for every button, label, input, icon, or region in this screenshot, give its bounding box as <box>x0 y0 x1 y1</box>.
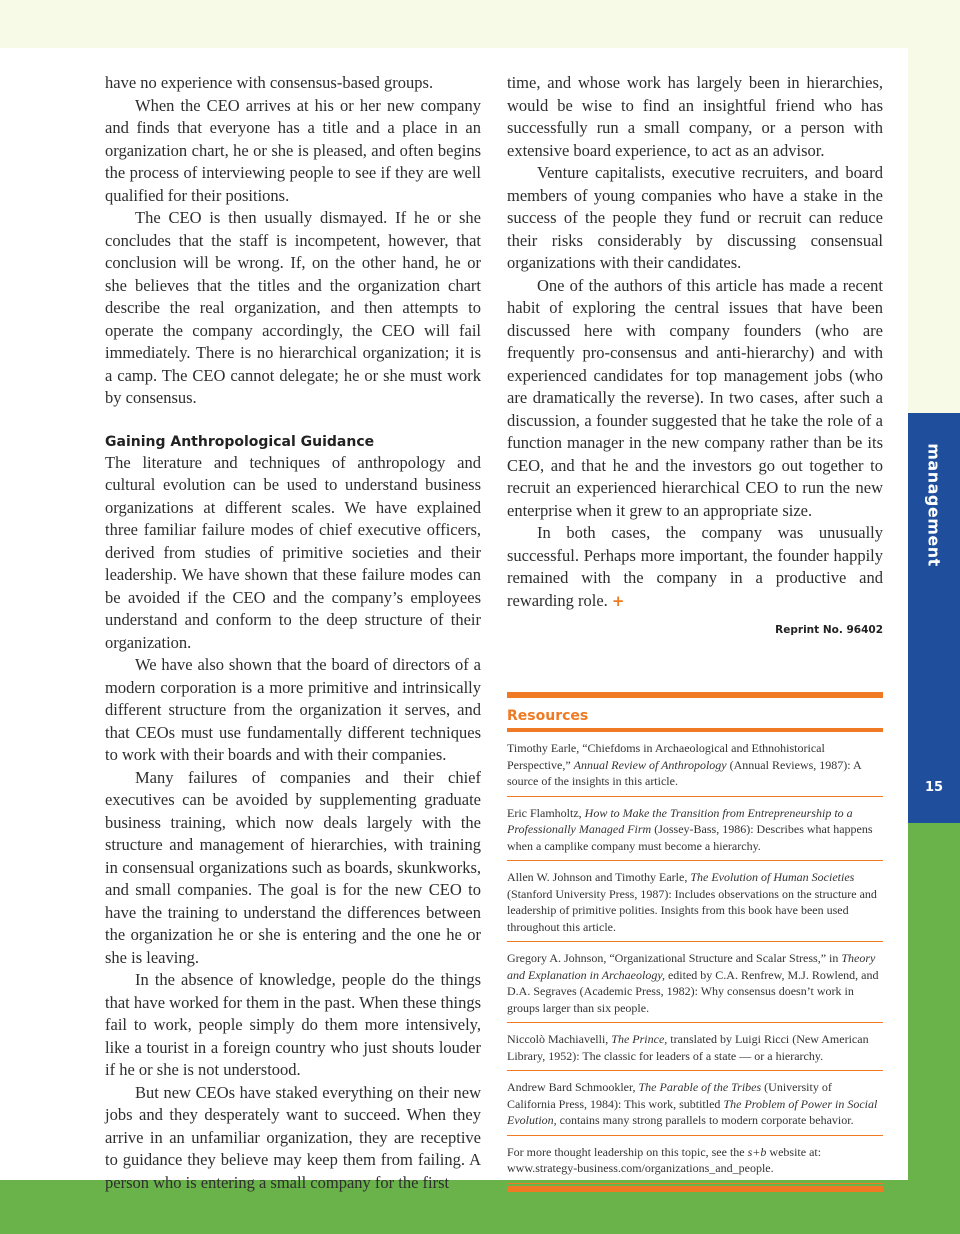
right-column <box>507 72 883 638</box>
paragraph: time, and whose work has largely been in hierarchies, would be wise to find an insightful friend who has successfully run a small company, or a person with extensive board experience, to act as an advisor. <box>507 73 883 160</box>
resource-item: Gregory A. Johnson, “Organizational Structure and Scalar Stress,” in Theory and Explanation in Archaeology, edited by C.A. Renfrew, M.J. Rowlend, and D.A. Segraves (Academic Press, 1982): Why consensus doesn’t work in groups larger than six people. <box>507 942 883 1023</box>
paragraph: Many failures of companies and their chief executives can be avoided by supplementing graduate business training, which now deals largely with the structure and management of hierarchies, with training in consensual organizations such as boards, skunkworks, and small companies. The goal is for the new CEO to have the training to understand the differences between the organization he or she is entering and the one he or she is leaving. <box>105 767 481 967</box>
paragraph: have no experience with consensus-based groups. <box>105 73 434 92</box>
resource-item: Eric Flamholtz, How to Make the Transition from Entrepreneurship to a Professionally Managed Firm (Jossey-Bass, 1986): Describes what happens when a camplike company must become a hierarchy. <box>507 797 883 862</box>
paragraph: The literature and techniques of anthropology and cultural evolution can be used to understand business organizations at different scales. We have explained three familiar failure modes of chief executive officers, derived from studies of primitive societies and their leadership. We have shown that these failure modes can be avoided if the CEO and the company’s employees understand and conform to the deep structure of their organization. <box>105 452 481 652</box>
paragraph: One of the authors of this article has made a recent habit of exploring the central issues that have been discussed here with company founders (who are frequently pro-consensus and anti-hierarchy) and with experienced candidates for top management jobs (who are dramatically the reverse). In two cases, after such a discussion, a founder suggested that he take the role of a function manager in the new company rather than be its CEO, and that he and the investors go out together to recruit an experienced hierarchical CEO to run the new enterprise when it grew to an appropriate size. <box>507 275 883 520</box>
paragraph: The CEO is then usually dismayed. If he or she concludes that the staff is incompetent, however, that conclusion will be wrong. If, on the other hand, he or she believes that the titles and the organization chart describe the real organization, and then attempts to operate the company accordingly, the CEO will fail immediately. There is no hierarchical organization; it is a camp. The CEO cannot delegate; he or she must work by consensus. <box>105 208 481 407</box>
resource-item: Timothy Earle, “Chiefdoms in Archaeological and Ethnohistorical Perspective,” Annual Review of Anthropology (Annual Reviews, 1987): A source of the insights in this article. <box>507 732 883 797</box>
section-heading: Gaining Anthropological Guidance <box>105 433 375 450</box>
resources-bottom-bar <box>507 1186 883 1192</box>
paragraph: In the absence of knowledge, people do the things that have worked for them in the past. When these things fail to work, people simply do them more intensively, like a tourist in a foreign country who just shouts louder if he or she is not understood. <box>105 970 481 1079</box>
resource-item: Niccolò Machiavelli, The Prince, translated by Luigi Ricci (New American Library, 1952): The classic for leaders of a state — or a hierarchy. <box>507 1023 883 1071</box>
left-column <box>105 72 481 1194</box>
paragraph: When the CEO arrives at his or her new company and finds that everyone has a title and a place in an organization chart, he or she is pleased, and often begins the process of interviewing people to see if they are well qualified for their positions. <box>105 95 481 205</box>
reprint-number: Reprint No. 96402 <box>775 624 883 636</box>
section-label: management <box>924 443 944 567</box>
resource-item-link[interactable]: For more thought leadership on this topic, see the s+b website at: www.strategy-business.com/organizations_and_people. <box>507 1136 883 1184</box>
resources-box <box>507 692 883 1192</box>
end-mark-icon: + <box>611 591 625 610</box>
resource-item: Andrew Bard Schmookler, The Parable of the Tribes (University of California Press, 1984): This work, subtitled The Problem of Power in Social Evolution, contains many strong parallels to modern corporate behavior. <box>507 1071 883 1136</box>
resource-item: Allen W. Johnson and Timothy Earle, The Evolution of Human Societies (Stanford University Press, 1987): Includes observations on the structure and leadership of primitive polities. Insights from this book have been used throughout this article. <box>507 861 883 942</box>
paragraph-text: In both cases, the company was unusually successful. Perhaps more important, the founder happily remained with the company in a productive and rewarding role. <box>507 523 883 610</box>
section-tab-green <box>908 823 960 1234</box>
resources-title: Resources <box>507 708 589 724</box>
paragraph: Venture capitalists, executive recruiters, and board members of young companies who have a stake in the success of the people they fund or recruit can reduce their risks considerably by discussing consensual organizations with their candidates. <box>507 163 883 272</box>
paragraph: But new CEOs have staked everything on their new jobs and they desperately want to succeed. When they arrive in an unfamiliar organization, they are receptive to guidance they believe may keep them from failing. A person who is entering a small company for the first <box>105 1082 481 1192</box>
paragraph <box>507 522 883 612</box>
page-number: 15 <box>924 780 944 795</box>
paragraph: We have also shown that the board of directors of a modern corporation is a more primitive and intrinsically different structure from the organization it serves, and that CEOs must use fundamentally different techniques to work with their boards and with their companies. <box>105 655 481 764</box>
